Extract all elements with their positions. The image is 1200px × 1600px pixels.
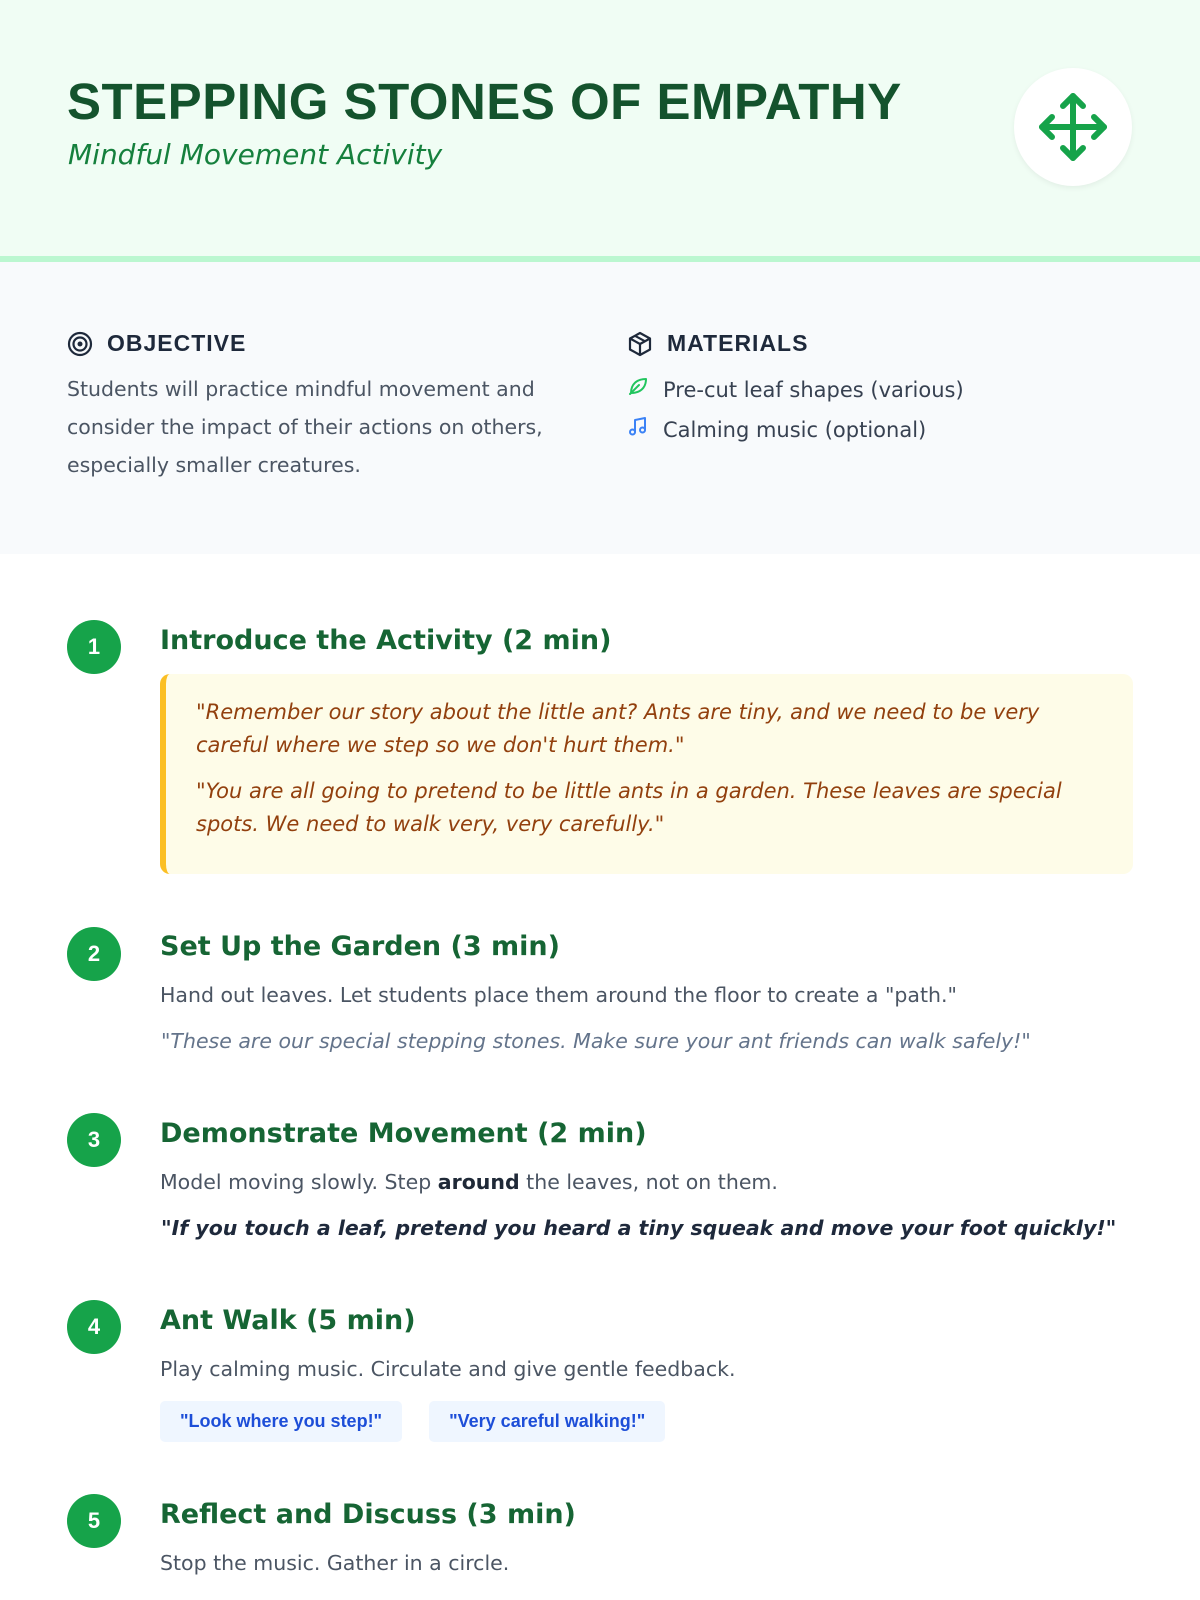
list-item bbox=[627, 370, 964, 410]
page-title: STEPPING STONES OF EMPATHY bbox=[67, 73, 902, 130]
material-label: Calming music (optional) bbox=[663, 418, 927, 442]
feedback-chip: "Very careful walking!" bbox=[429, 1401, 665, 1442]
script-quote: "You are all going to pretend to be little ants in a garden. These leaves are special spots. We need to walk very, very carefully." bbox=[196, 779, 1062, 836]
feedback-chip: "Look where you step!" bbox=[160, 1401, 402, 1442]
materials-list bbox=[627, 370, 964, 450]
step-quote: "These are our special stepping stones. Make sure your ant friends can walk safely!" bbox=[161, 1029, 1031, 1053]
step-description: Play calming music. Circulate and give gentle feedback. bbox=[160, 1357, 736, 1381]
step-title: Introduce the Activity (2 min) bbox=[160, 625, 612, 656]
objective-text: Students will practice mindful movement and consider the impact of their actions on others, especially smaller creatures. bbox=[67, 377, 543, 477]
step-title: Reflect and Discuss (3 min) bbox=[160, 1499, 576, 1530]
feedback-chips bbox=[160, 1401, 665, 1442]
step-quote: "If you touch a leaf, pretend you heard a tiny squeak and move your foot quickly!" bbox=[161, 1216, 1117, 1240]
step-number-badge: 1 bbox=[67, 620, 121, 674]
leaf-icon bbox=[627, 370, 649, 410]
header bbox=[0, 0, 1200, 262]
script-quote: "Remember our story about the little ant? Ants are tiny, and we need to be very careful where we step so we don't hurt them." bbox=[196, 700, 1040, 757]
step-title: Set Up the Garden (3 min) bbox=[160, 931, 560, 962]
move-arrows-icon bbox=[1014, 68, 1132, 186]
step-description: Stop the music. Gather in a circle. bbox=[160, 1551, 510, 1575]
material-label: Pre-cut leaf shapes (various) bbox=[663, 378, 964, 402]
overview-section bbox=[0, 262, 1200, 554]
list-item bbox=[627, 410, 964, 450]
desc-text: the leaves, not on them. bbox=[519, 1170, 778, 1194]
page-subtitle: Mindful Movement Activity bbox=[68, 138, 443, 171]
desc-emphasis: around bbox=[437, 1170, 520, 1194]
step-number-badge: 4 bbox=[67, 1300, 121, 1354]
step-number-badge: 5 bbox=[67, 1494, 121, 1548]
music-icon bbox=[627, 410, 649, 450]
materials-heading-label: MATERIALS bbox=[667, 330, 809, 356]
step-number-badge: 3 bbox=[67, 1113, 121, 1167]
box-icon bbox=[627, 331, 653, 357]
objective-heading-label: OBJECTIVE bbox=[107, 330, 247, 356]
step-title: Demonstrate Movement (2 min) bbox=[160, 1118, 647, 1149]
step-description: Hand out leaves. Let students place them around the floor to create a "path." bbox=[160, 983, 957, 1007]
target-icon bbox=[67, 331, 93, 357]
step-title: Ant Walk (5 min) bbox=[160, 1305, 416, 1336]
objective-heading bbox=[67, 330, 246, 357]
step-number-badge: 2 bbox=[67, 927, 121, 981]
step-description bbox=[160, 1170, 778, 1194]
desc-text: Model moving slowly. Step bbox=[160, 1170, 438, 1194]
materials-heading bbox=[627, 330, 808, 357]
script-quote-box bbox=[160, 674, 1133, 874]
